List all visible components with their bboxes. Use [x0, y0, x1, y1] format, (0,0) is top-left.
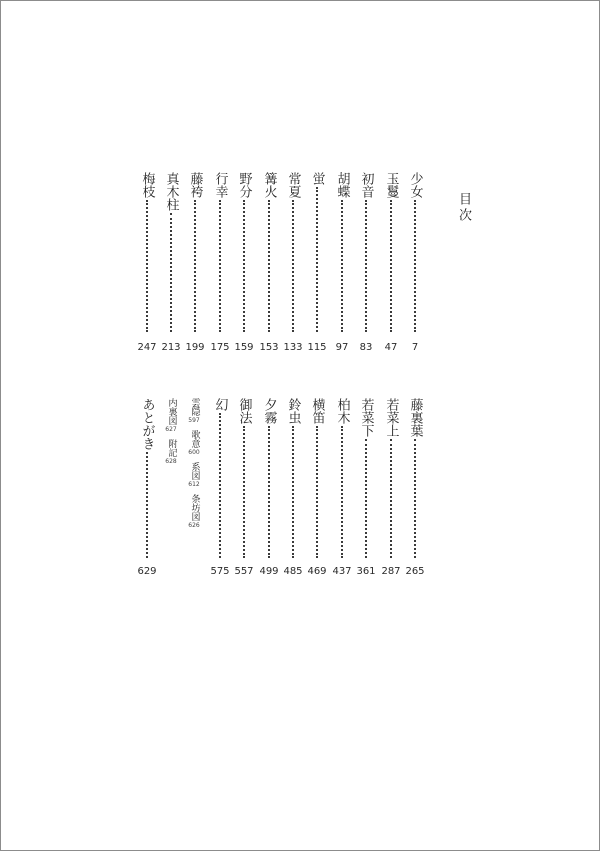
toc-entry[interactable]	[307, 172, 327, 357]
entry-page-number: 575	[210, 566, 230, 577]
leader-dots	[341, 426, 343, 558]
toc-entry-afterword[interactable]	[137, 398, 157, 580]
entry-page-number: 287	[381, 566, 401, 577]
leader-dots	[194, 200, 196, 332]
leader-dots	[390, 200, 392, 332]
toc-entry[interactable]	[283, 398, 303, 580]
entry-title: 藤裏葉	[407, 398, 423, 437]
appendix-item-page: 627	[165, 426, 177, 433]
appendix-item-page: 597	[188, 417, 200, 424]
leader-dots	[268, 426, 270, 558]
toc-entry[interactable]	[161, 172, 181, 357]
entry-page-number: 629	[137, 566, 157, 577]
entry-title: 蛍	[309, 172, 325, 185]
toc-entry[interactable]	[332, 172, 352, 357]
toc-entry[interactable]	[185, 172, 205, 357]
toc-entry[interactable]	[210, 398, 230, 580]
entry-title: 幻	[212, 398, 228, 411]
leader-dots	[292, 426, 294, 558]
entry-title: 野分	[236, 172, 252, 198]
appendix-item-page: 600	[188, 449, 200, 456]
leader-dots	[414, 200, 416, 332]
leader-dots	[170, 213, 172, 332]
entry-page-number: 199	[185, 342, 205, 353]
entry-title: 少女	[407, 172, 423, 198]
leader-dots	[268, 200, 270, 332]
entry-page-number: 499	[259, 566, 279, 577]
toc-entry[interactable]	[137, 172, 157, 357]
entry-title: 若菜下	[358, 398, 374, 437]
appendix-item-page: 612	[188, 481, 200, 488]
leader-dots	[219, 413, 221, 558]
entry-page-number: 213	[161, 342, 181, 353]
entry-page-number: 159	[234, 342, 254, 353]
appendix-item-title[interactable]: 条坊図	[189, 494, 200, 521]
appendix-column	[187, 398, 201, 535]
entry-title: 梅枝	[139, 172, 155, 198]
entry-page-number: 265	[405, 566, 425, 577]
entry-page-number: 83	[359, 342, 373, 353]
appendix-item-page: 628	[165, 458, 177, 465]
leader-dots	[316, 187, 318, 332]
leader-dots	[365, 439, 367, 558]
appendix-item-title[interactable]: 歌意	[189, 430, 200, 448]
entry-title: あとがき	[139, 398, 155, 450]
entry-title: 初音	[358, 172, 374, 198]
leader-dots	[316, 426, 318, 558]
entry-page-number: 7	[411, 342, 419, 353]
leader-dots	[146, 452, 148, 558]
toc-entry[interactable]	[259, 398, 279, 580]
leader-dots	[243, 426, 245, 558]
toc-entry[interactable]	[332, 398, 352, 580]
entry-title: 御法	[236, 398, 252, 424]
entry-page-number: 485	[283, 566, 303, 577]
toc-entry[interactable]	[381, 172, 401, 357]
leader-dots	[146, 200, 148, 332]
entry-title: 若菜上	[383, 398, 399, 437]
leader-dots	[414, 439, 416, 558]
toc-entry[interactable]	[234, 172, 254, 357]
toc-entry[interactable]	[210, 172, 230, 357]
entry-title: 胡蝶	[334, 172, 350, 198]
leader-dots	[292, 200, 294, 332]
entry-title: 真木柱	[163, 172, 179, 211]
toc-entry[interactable]	[234, 398, 254, 580]
entry-page-number: 361	[356, 566, 376, 577]
entry-title: 藤袴	[187, 172, 203, 198]
leader-dots	[365, 200, 367, 332]
entry-title: 常夏	[285, 172, 301, 198]
appendix-item-title[interactable]: 雲隠	[189, 398, 200, 416]
entry-title: 篝火	[261, 172, 277, 198]
appendix-item-title[interactable]: 附記	[166, 439, 177, 457]
entry-page-number: 97	[335, 342, 349, 353]
toc-heading: 目次	[456, 192, 471, 224]
toc-entry[interactable]	[356, 172, 376, 357]
leader-dots	[219, 200, 221, 332]
toc-entry[interactable]	[283, 172, 303, 357]
appendix-column	[164, 398, 178, 471]
leader-dots	[243, 200, 245, 332]
entry-page-number: 469	[307, 566, 327, 577]
entry-title: 夕霧	[261, 398, 277, 424]
entry-page-number: 47	[384, 342, 398, 353]
appendix-item-page: 626	[188, 522, 200, 529]
toc-entry[interactable]	[405, 172, 425, 357]
entry-page-number: 557	[234, 566, 254, 577]
entry-page-number: 133	[283, 342, 303, 353]
toc-entry[interactable]	[259, 172, 279, 357]
entry-title: 柏木	[334, 398, 350, 424]
entry-page-number: 115	[307, 342, 327, 353]
appendix-item-title[interactable]: 系図	[189, 462, 200, 480]
entry-title: 玉鬘	[383, 172, 399, 198]
appendix-item-title[interactable]: 内裏図	[166, 398, 177, 425]
entry-page-number: 153	[259, 342, 279, 353]
toc-entry[interactable]	[405, 398, 425, 580]
toc-entry[interactable]	[307, 398, 327, 580]
leader-dots	[341, 200, 343, 332]
leader-dots	[390, 439, 392, 558]
toc-entry[interactable]	[356, 398, 376, 580]
entry-title: 横笛	[309, 398, 325, 424]
entry-page-number: 247	[137, 342, 157, 353]
entry-title: 行幸	[212, 172, 228, 198]
toc-entry[interactable]	[381, 398, 401, 580]
entry-page-number: 175	[210, 342, 230, 353]
entry-page-number: 437	[332, 566, 352, 577]
entry-title: 鈴虫	[285, 398, 301, 424]
